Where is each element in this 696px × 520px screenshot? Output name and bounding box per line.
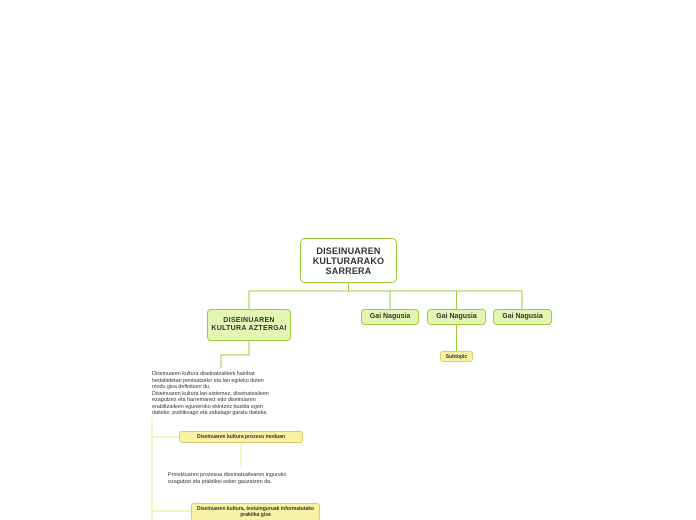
main-topic-gai-nagusia-3[interactable] [493, 309, 552, 325]
main-topic-label: DISEINUAREN KULTURA AZTERGAI [211, 317, 287, 332]
main-topic-gai-nagusia-1[interactable] [361, 309, 419, 325]
central-topic[interactable] [300, 238, 397, 283]
subtopic-label: Subtopic [445, 353, 468, 360]
definition-note: Diseinuaren kultura diseinatzaileek hainbat hedabidetan pentsatzeko eta lan egiteko duten modu gisa definitzen du. Diseinuaren kultura lan-sistemez, diseinatzaileen ezagutzez eta harremanez edo diseinuaren erabiltzaileen eguneroko ekintzez bustita egon daiteke, publikoago eta zabalago garatu daiteke. [152, 371, 269, 416]
main-topic-gai-nagusia-2[interactable] [427, 309, 486, 325]
connector-main-1-down [221, 341, 249, 368]
subtopic-label: Diseinuaren kultura, testuinguruak informatutako praktika gisa [196, 506, 315, 518]
subtopic-context[interactable] [191, 503, 320, 520]
subtopic-process[interactable] [179, 431, 303, 443]
main-topic-diseinuaren-kultura-aztergai[interactable] [207, 309, 291, 341]
central-topic-label: DISEINUAREN KULTURARAKO SARRERA [312, 245, 385, 276]
main-topic-label: Gai Nagusia [436, 313, 477, 320]
subtopic-node[interactable] [440, 351, 473, 362]
process-note: Proiektuaren prozesua diseinatzailearen inguruko ezagutzei eta praktikei esker gauzatzen da. [168, 472, 287, 485]
subtopic-label: Diseinuaren kultura prozesu moduan [196, 434, 286, 440]
main-topic-label: Gai Nagusia [369, 313, 411, 320]
main-topic-label: Gai Nagusia [502, 313, 543, 320]
